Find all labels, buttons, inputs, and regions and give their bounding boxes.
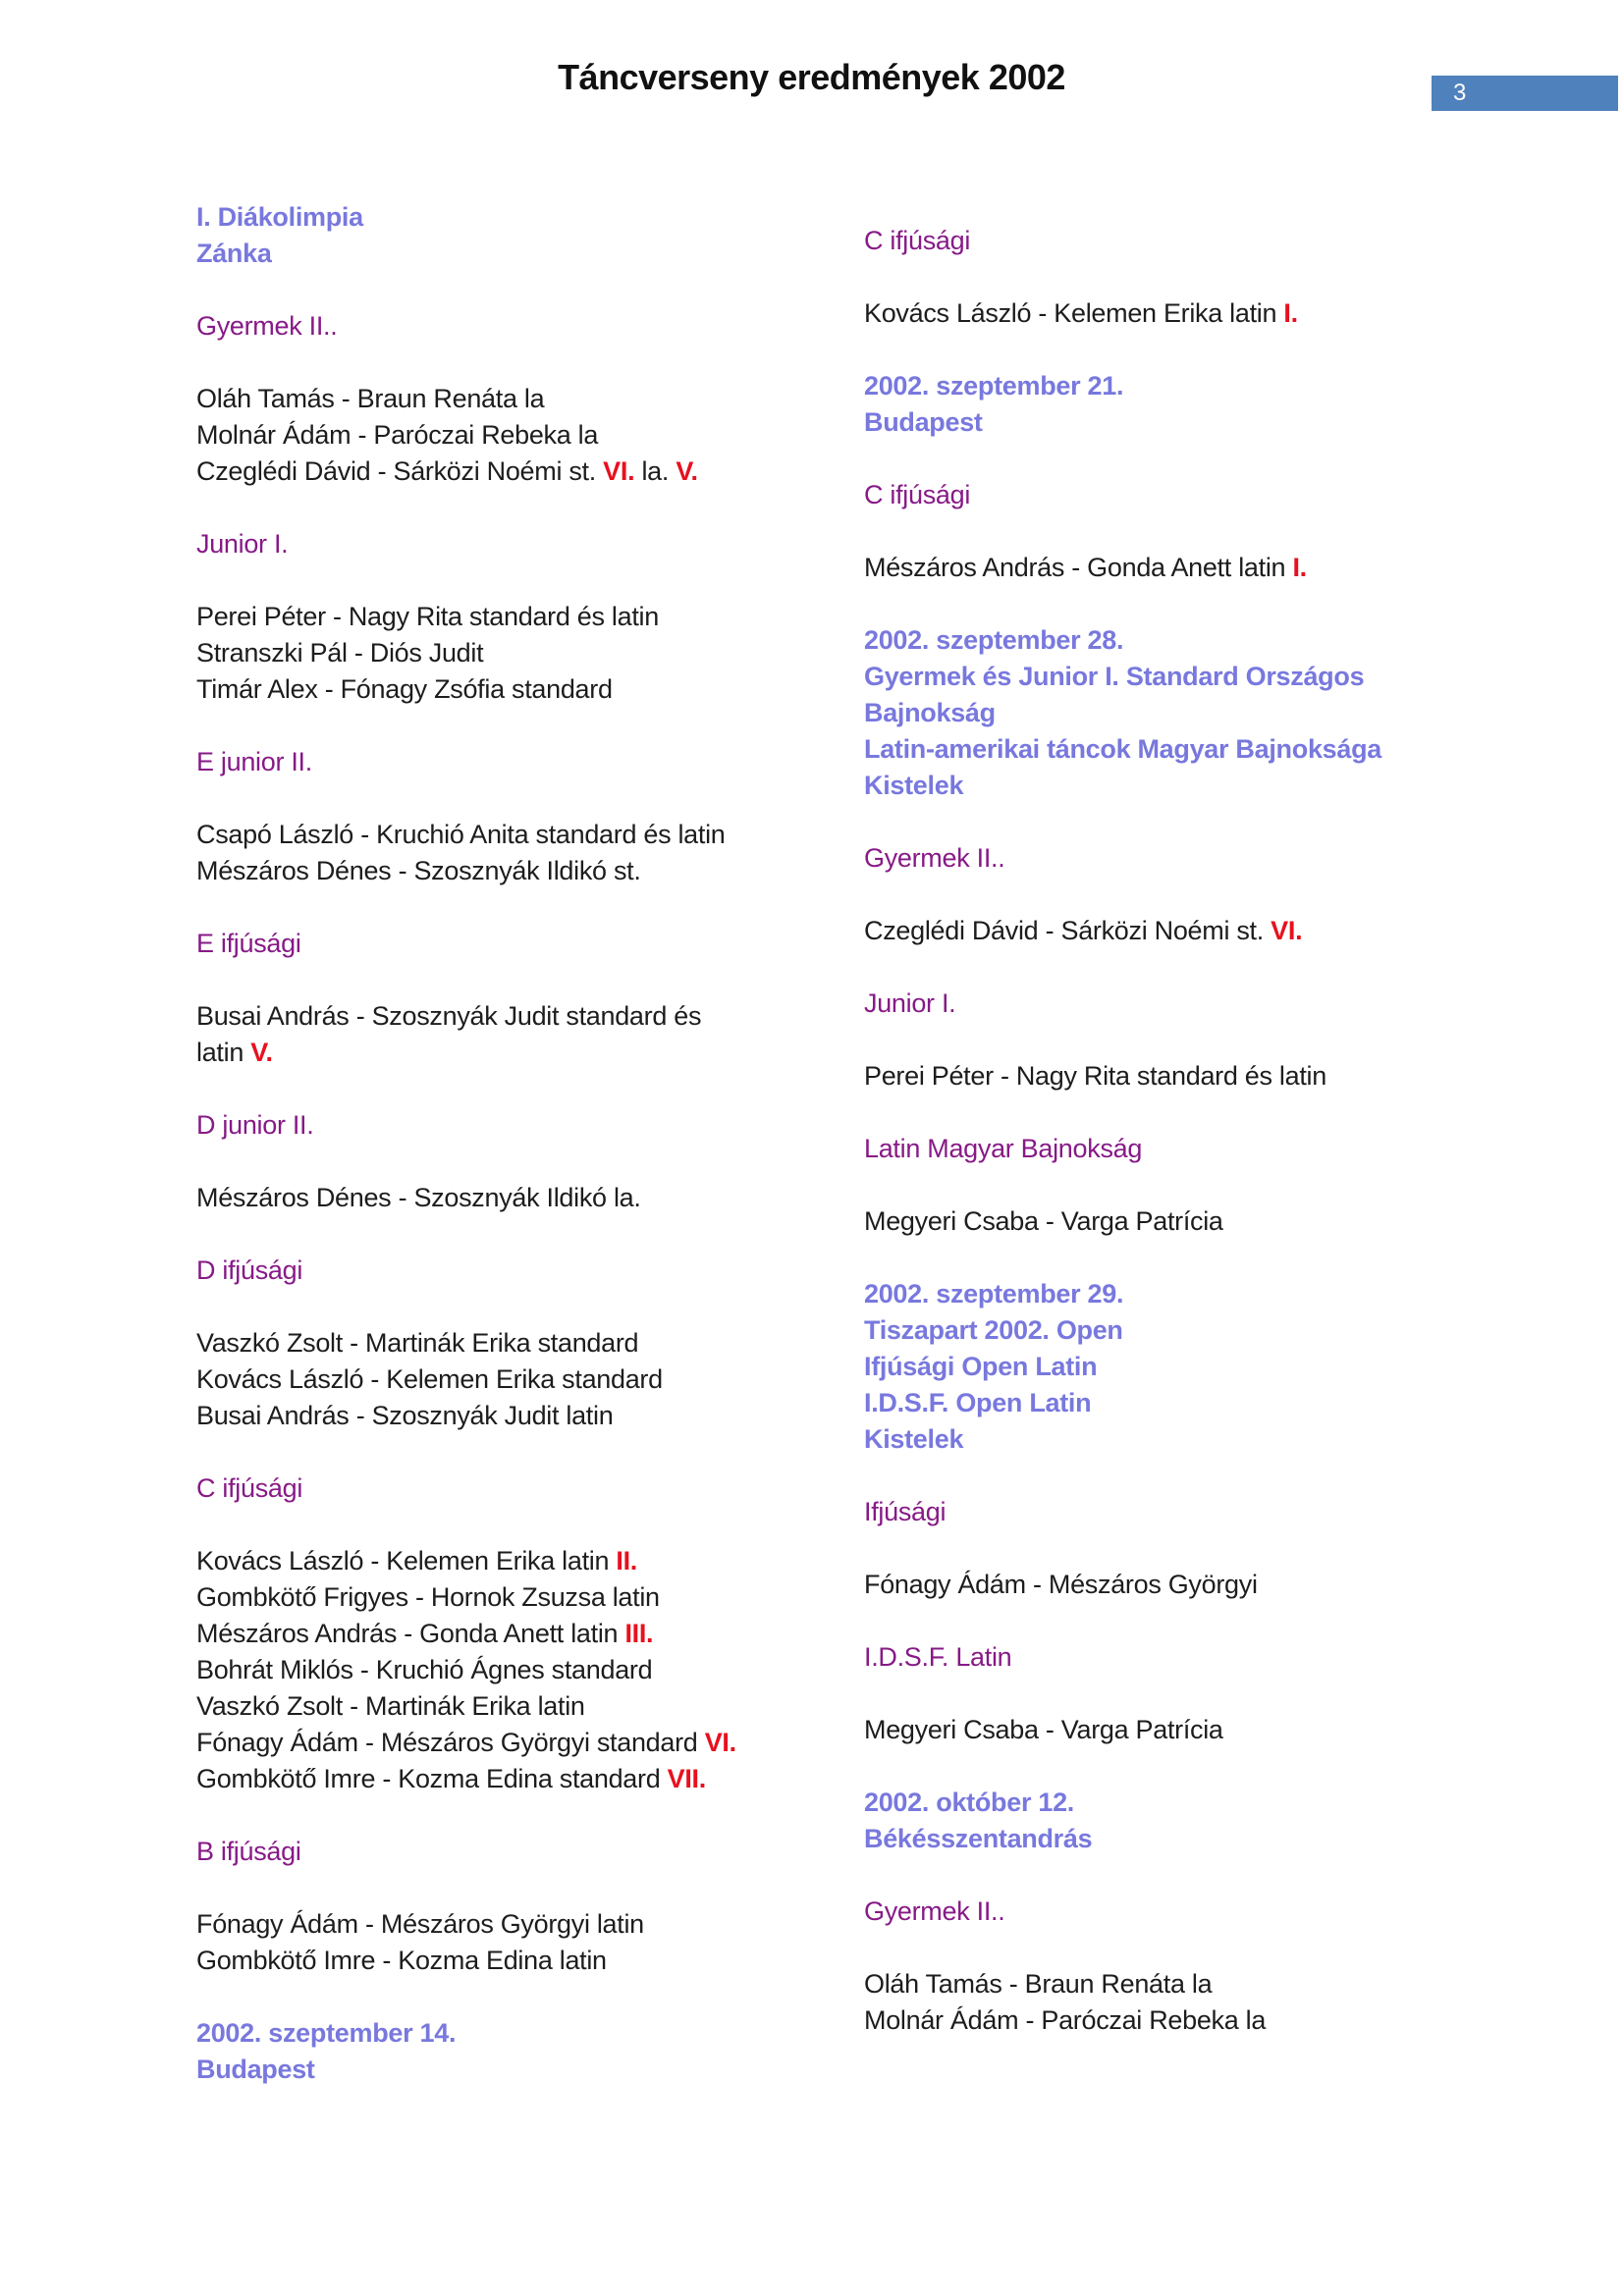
text-line xyxy=(196,998,844,1035)
text-segment: Ifjúsági xyxy=(864,1497,947,1526)
category-heading xyxy=(864,840,1551,877)
text-segment: Gyermek II.. xyxy=(196,311,338,341)
text-segment: Gombkötő Imre - Kozma Edina latin xyxy=(196,1946,607,1975)
text-segment: Fónagy Ádám - Mészáros Györgyi latin xyxy=(196,1909,644,1939)
text-segment: 2002. szeptember 28. xyxy=(864,625,1124,655)
text-line xyxy=(196,2015,844,2052)
text-line xyxy=(196,2052,844,2088)
result-block xyxy=(196,599,844,708)
text-segment: Fónagy Ádám - Mészáros Györgyi standard xyxy=(196,1728,705,1757)
placement-rank: V. xyxy=(676,456,698,486)
text-line xyxy=(196,1616,844,1652)
text-line xyxy=(864,1785,1551,1821)
text-line xyxy=(196,1834,844,1870)
text-segment: Megyeri Csaba - Varga Patrícia xyxy=(864,1715,1223,1744)
text-segment: Gombkötő Frigyes - Hornok Zsuzsa latin xyxy=(196,1582,660,1612)
text-line xyxy=(864,404,1551,441)
placement-rank: VI. xyxy=(1271,916,1303,945)
text-line xyxy=(196,635,844,671)
page-number: 3 xyxy=(1453,80,1467,106)
text-segment: Perei Péter - Nagy Rita standard és latin xyxy=(864,1061,1326,1091)
text-line xyxy=(864,1567,1551,1603)
text-line xyxy=(864,1966,1551,2002)
text-line xyxy=(864,477,1551,513)
text-segment: Gyermek és Junior I. Standard Országos xyxy=(864,662,1365,691)
text-line xyxy=(864,695,1551,731)
placement-rank: II. xyxy=(616,1546,638,1575)
text-line xyxy=(196,1943,844,1979)
text-segment: Oláh Tamás - Braun Renáta la xyxy=(196,384,545,413)
event-heading xyxy=(864,368,1551,441)
category-heading xyxy=(196,308,844,345)
result-block xyxy=(196,817,844,889)
placement-rank: I. xyxy=(1292,553,1307,582)
text-line xyxy=(196,199,844,236)
text-line xyxy=(864,1276,1551,1312)
text-segment: Perei Péter - Nagy Rita standard és latin xyxy=(196,602,659,631)
text-segment: Bajnokság xyxy=(864,698,996,727)
result-block xyxy=(196,1543,844,1797)
text-segment: Czeglédi Dávid - Sárközi Noémi st. xyxy=(864,916,1271,945)
text-line xyxy=(864,1131,1551,1167)
text-line xyxy=(196,1325,844,1362)
category-heading xyxy=(864,1894,1551,1930)
category-heading xyxy=(196,526,844,562)
text-segment: Mészáros András - Gonda Anett latin xyxy=(196,1619,625,1648)
text-segment: I.D.S.F. Latin xyxy=(864,1642,1012,1672)
text-line xyxy=(864,1821,1551,1857)
text-line xyxy=(196,381,844,417)
page-title: Táncverseny eredmények 2002 xyxy=(558,57,1065,97)
event-heading xyxy=(864,622,1551,804)
text-line xyxy=(864,659,1551,695)
text-segment: C ifjúsági xyxy=(864,226,971,255)
text-line xyxy=(196,1180,844,1216)
text-segment: Busai András - Szosznyák Judit latin xyxy=(196,1401,614,1430)
text-segment: Vaszkó Zsolt - Martinák Erika latin xyxy=(196,1691,585,1721)
placement-rank: I. xyxy=(1283,298,1298,328)
text-segment: Tiszapart 2002. Open xyxy=(864,1315,1123,1345)
text-line xyxy=(196,926,844,962)
text-line xyxy=(196,1362,844,1398)
result-block xyxy=(864,550,1551,586)
category-heading xyxy=(196,1834,844,1870)
text-segment: Oláh Tamás - Braun Renáta la xyxy=(864,1969,1213,1999)
text-segment: D junior II. xyxy=(196,1110,314,1140)
text-line xyxy=(196,1470,844,1507)
text-line xyxy=(196,744,844,780)
text-segment: I. Diákolimpia xyxy=(196,202,363,232)
text-segment: Gyermek II.. xyxy=(864,843,1005,873)
text-segment: Molnár Ádám - Paróczai Rebeka la xyxy=(864,2005,1267,2035)
category-heading xyxy=(864,1131,1551,1167)
category-heading xyxy=(196,1253,844,1289)
text-segment: E ifjúsági xyxy=(196,929,301,958)
text-segment: Kovács László - Kelemen Erika latin xyxy=(196,1546,617,1575)
text-line xyxy=(864,1712,1551,1748)
result-block xyxy=(864,295,1551,332)
placement-rank: V. xyxy=(250,1038,273,1067)
text-line xyxy=(864,1494,1551,1530)
text-segment: Kistelek xyxy=(864,771,964,800)
event-heading xyxy=(864,1276,1551,1458)
category-heading xyxy=(864,1639,1551,1676)
result-block xyxy=(196,381,844,490)
result-block xyxy=(864,1058,1551,1095)
text-line xyxy=(864,768,1551,804)
text-segment: 2002. október 12. xyxy=(864,1788,1075,1817)
result-block xyxy=(864,913,1551,949)
result-block xyxy=(864,1203,1551,1240)
text-line xyxy=(196,1725,844,1761)
text-line xyxy=(196,853,844,889)
text-segment: Ifjúsági Open Latin xyxy=(864,1352,1098,1381)
event-heading xyxy=(196,2015,844,2088)
placement-rank: VI. xyxy=(704,1728,736,1757)
category-heading xyxy=(864,1494,1551,1530)
text-segment: Busai András - Szosznyák Judit standard és xyxy=(196,1001,702,1031)
text-line xyxy=(196,671,844,708)
text-segment: 2002. szeptember 21. xyxy=(864,371,1124,400)
text-line xyxy=(864,1894,1551,1930)
text-segment: Stranszki Pál - Diós Judit xyxy=(196,638,484,667)
text-line xyxy=(196,1579,844,1616)
text-line xyxy=(864,1349,1551,1385)
text-line xyxy=(864,223,1551,259)
text-segment: Mészáros Dénes - Szosznyák Ildikó la. xyxy=(196,1183,641,1212)
text-segment: Kistelek xyxy=(864,1424,964,1454)
text-line xyxy=(196,817,844,853)
text-line xyxy=(196,454,844,490)
text-line xyxy=(864,1421,1551,1458)
text-line xyxy=(864,986,1551,1022)
event-heading xyxy=(864,1785,1551,1857)
result-block xyxy=(196,1906,844,1979)
category-heading xyxy=(196,926,844,962)
result-block xyxy=(864,1966,1551,2039)
text-segment: Budapest xyxy=(196,2055,315,2084)
page-number-badge xyxy=(1432,76,1618,111)
text-line xyxy=(196,1398,844,1434)
text-segment: Gyermek II.. xyxy=(864,1896,1005,1926)
result-block xyxy=(864,1567,1551,1603)
text-line xyxy=(864,1639,1551,1676)
text-line xyxy=(196,1107,844,1144)
text-segment: Kovács László - Kelemen Erika standard xyxy=(196,1364,663,1394)
text-line xyxy=(864,368,1551,404)
text-line xyxy=(196,526,844,562)
event-heading xyxy=(196,199,844,272)
text-segment: Zánka xyxy=(196,239,272,268)
text-line xyxy=(864,1203,1551,1240)
result-block xyxy=(864,1712,1551,1748)
text-segment: Békésszentandrás xyxy=(864,1824,1093,1853)
text-line xyxy=(196,1761,844,1797)
category-heading xyxy=(196,744,844,780)
text-segment: Megyeri Csaba - Varga Patrícia xyxy=(864,1206,1223,1236)
text-line xyxy=(196,236,844,272)
category-heading xyxy=(196,1107,844,1144)
text-segment: Latin-amerikai táncok Magyar Bajnoksága xyxy=(864,734,1381,764)
text-segment: 2002. szeptember 14. xyxy=(196,2018,457,2048)
text-segment: B ifjúsági xyxy=(196,1837,301,1866)
text-segment: D ifjúsági xyxy=(196,1255,303,1285)
text-segment: Junior I. xyxy=(196,529,289,559)
text-segment: Gombkötő Imre - Kozma Edina standard xyxy=(196,1764,668,1793)
text-segment: latin xyxy=(196,1038,251,1067)
text-line xyxy=(864,1312,1551,1349)
result-block xyxy=(196,1180,844,1216)
text-segment: Csapó László - Kruchió Anita standard és latin xyxy=(196,820,726,849)
text-line xyxy=(196,1652,844,1688)
text-line xyxy=(196,1688,844,1725)
category-heading xyxy=(196,1470,844,1507)
text-line xyxy=(196,1906,844,1943)
text-line xyxy=(196,599,844,635)
text-line xyxy=(196,1035,844,1071)
text-segment: I.D.S.F. Open Latin xyxy=(864,1388,1092,1417)
text-segment: Bohrát Miklós - Kruchió Ágnes standard xyxy=(196,1655,653,1684)
text-segment: Molnár Ádám - Paróczai Rebeka la xyxy=(196,420,599,450)
text-line xyxy=(864,622,1551,659)
text-segment: Fónagy Ádám - Mészáros Györgyi xyxy=(864,1570,1258,1599)
text-segment: C ifjúsági xyxy=(864,480,971,509)
text-line xyxy=(864,913,1551,949)
text-line xyxy=(864,731,1551,768)
text-segment: Junior I. xyxy=(864,988,956,1018)
text-line xyxy=(196,1253,844,1289)
text-line xyxy=(864,1385,1551,1421)
text-segment: Kovács László - Kelemen Erika latin xyxy=(864,298,1284,328)
text-line xyxy=(196,417,844,454)
text-segment: Czeglédi Dávid - Sárközi Noémi st. xyxy=(196,456,604,486)
text-line xyxy=(864,2002,1551,2039)
placement-rank: III. xyxy=(624,1619,654,1648)
placement-rank: VI. xyxy=(603,456,635,486)
text-segment: Timár Alex - Fónagy Zsófia standard xyxy=(196,674,613,704)
result-block xyxy=(196,1325,844,1434)
placement-rank: VII. xyxy=(667,1764,706,1793)
text-line xyxy=(196,308,844,345)
text-segment: Vaszkó Zsolt - Martinák Erika standard xyxy=(196,1328,639,1358)
category-heading xyxy=(864,223,1551,259)
text-segment: C ifjúsági xyxy=(196,1473,303,1503)
text-line xyxy=(864,840,1551,877)
category-heading xyxy=(864,986,1551,1022)
text-segment: Mészáros András - Gonda Anett latin xyxy=(864,553,1293,582)
text-line xyxy=(864,295,1551,332)
results-column-left xyxy=(196,199,844,2088)
text-segment: 2002. szeptember 29. xyxy=(864,1279,1124,1308)
result-block xyxy=(196,998,844,1071)
text-segment: la. xyxy=(634,456,676,486)
text-line xyxy=(196,1543,844,1579)
text-segment: Mészáros Dénes - Szosznyák Ildikó st. xyxy=(196,856,641,885)
text-line xyxy=(864,1058,1551,1095)
results-column-right xyxy=(864,223,1551,2039)
text-segment: Budapest xyxy=(864,407,983,437)
text-line xyxy=(864,550,1551,586)
text-segment: Latin Magyar Bajnokság xyxy=(864,1134,1143,1163)
category-heading xyxy=(864,477,1551,513)
text-segment: E junior II. xyxy=(196,747,312,776)
